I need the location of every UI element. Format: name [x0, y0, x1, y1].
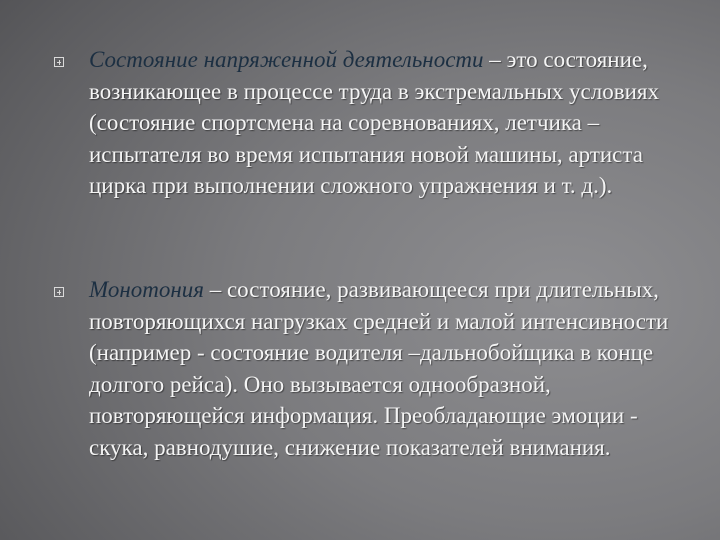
- bullet-text: [89, 274, 674, 463]
- bullet-item-monotony: [54, 274, 674, 463]
- bullet-term: Состояние напряженной деятельности: [89, 47, 484, 72]
- bullet-text: [89, 44, 674, 202]
- bullet-box-icon: [54, 57, 64, 67]
- bullet-description: – это состояние, возникающее в процессе труда в экстремальных условиях (состояние спортсмена на соревнованиях, летчика –испытателя во время испытания новой машины, артиста цирка при выполнении сложного упражнения и т. д.).: [89, 47, 659, 198]
- bullet-description: – состояние, развивающееся при длительных, повторяющихся нагрузках средней и малой интенсивности (например - состояние водителя –дальнобойщика в конце долгого рейса). Оно вызывается однообразной, повторяющейся информация. Преобладающие эмоции - скука, равнодушие, снижение показателей внимания.: [89, 277, 669, 460]
- bullet-item-tense-activity: [54, 44, 674, 202]
- bullet-term: Монотония: [89, 277, 204, 302]
- bullet-box-icon: [54, 287, 64, 297]
